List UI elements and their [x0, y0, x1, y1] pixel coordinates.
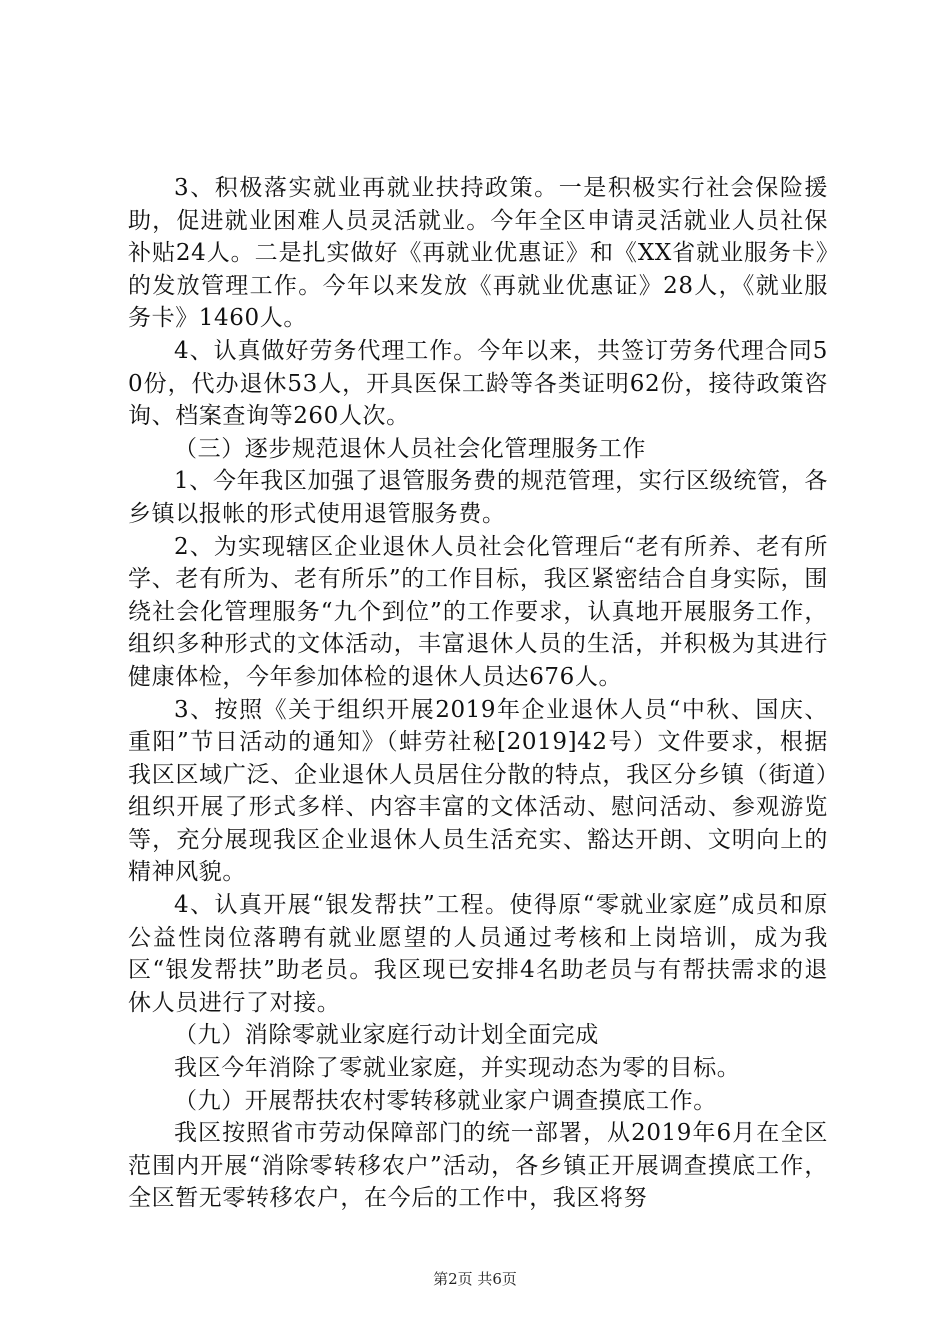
paragraph-service-fee: 1、今年我区加强了退管服务费的规范管理，实行区级统管，各乡镇以报帐的形式使用退管服务费。: [128, 468, 828, 527]
document-body: [128, 172, 828, 1215]
paragraph-labor-agency: 4、认真做好劳务代理工作。今年以来，共签订劳务代理合同50份，代办退休53人，开具医保工龄等各类证明62份，接待政策咨询、档案查询等260人次。: [128, 337, 828, 430]
paragraph-employment-support: 3、积极落实就业再就业扶持政策。一是积极实行社会保险援助，促进就业困难人员灵活就业。今年全区申请灵活就业人员社保补贴24人。二是扎实做好《再就业优惠证》和《XX省就业服务卡》的发放管理工作。今年以来发放《再就业优惠证》28人，《就业服务卡》1460人。: [128, 175, 828, 332]
section-heading-rural-survey: （九）开展帮扶农村零转移就业家户调查摸底工作。: [174, 1087, 717, 1114]
paragraph-silver-assistance: 4、认真开展“银发帮扶”工程。使得原“零就业家庭”成员和原公益性岗位落聘有就业愿望的人员通过考核和上岗培训，成为我区“银发帮扶”助老员。我区现已安排4名助老员与有帮扶需求的退休人员进行了对接。: [128, 892, 828, 1016]
paragraph-retiree-services: 2、为实现辖区企业退休人员社会化管理后“老有所养、老有所学、老有所为、老有所乐”的工作目标，我区紧密结合自身实际，围绕社会化管理服务“九个到位”的工作要求，认真地开展服务工作，组织多种形式的文体活动，丰富退休人员的生活，并积极为其进行健康体检，今年参加体检的退休人员达676人。: [128, 533, 828, 690]
page-footer: 第2页 共6页: [433, 1270, 517, 1288]
section-heading-zero-employment: （九）消除零就业家庭行动计划全面完成: [174, 1022, 599, 1049]
paragraph-zero-employment-result: 我区今年消除了零就业家庭，并实现动态为零的目标。: [174, 1055, 741, 1082]
section-heading-retiree-management: （三）逐步规范退休人员社会化管理服务工作: [174, 435, 646, 462]
paragraph-rural-survey: 我区按照省市劳动保障部门的统一部署，从2019年6月在全区范围内开展“消除零转移农户”活动，各乡镇正开展调查摸底工作，全区暂无零转移农户，在今后的工作中，我区将努: [128, 1120, 828, 1212]
paragraph-festival-activities: 3、按照《关于组织开展2019年企业退休人员“中秋、国庆、重阳”节日活动的通知》（蚌劳社秘[2019]42号）文件要求，根据我区区域广泛、企业退休人员居住分散的特点，我区分乡镇（街道）组织开展了形式多样、内容丰富的文体活动、慰问活动、参观游览等，充分展现我区企业退休人员生活充实、豁达开朗、文明向上的精神风貌。: [128, 696, 828, 886]
